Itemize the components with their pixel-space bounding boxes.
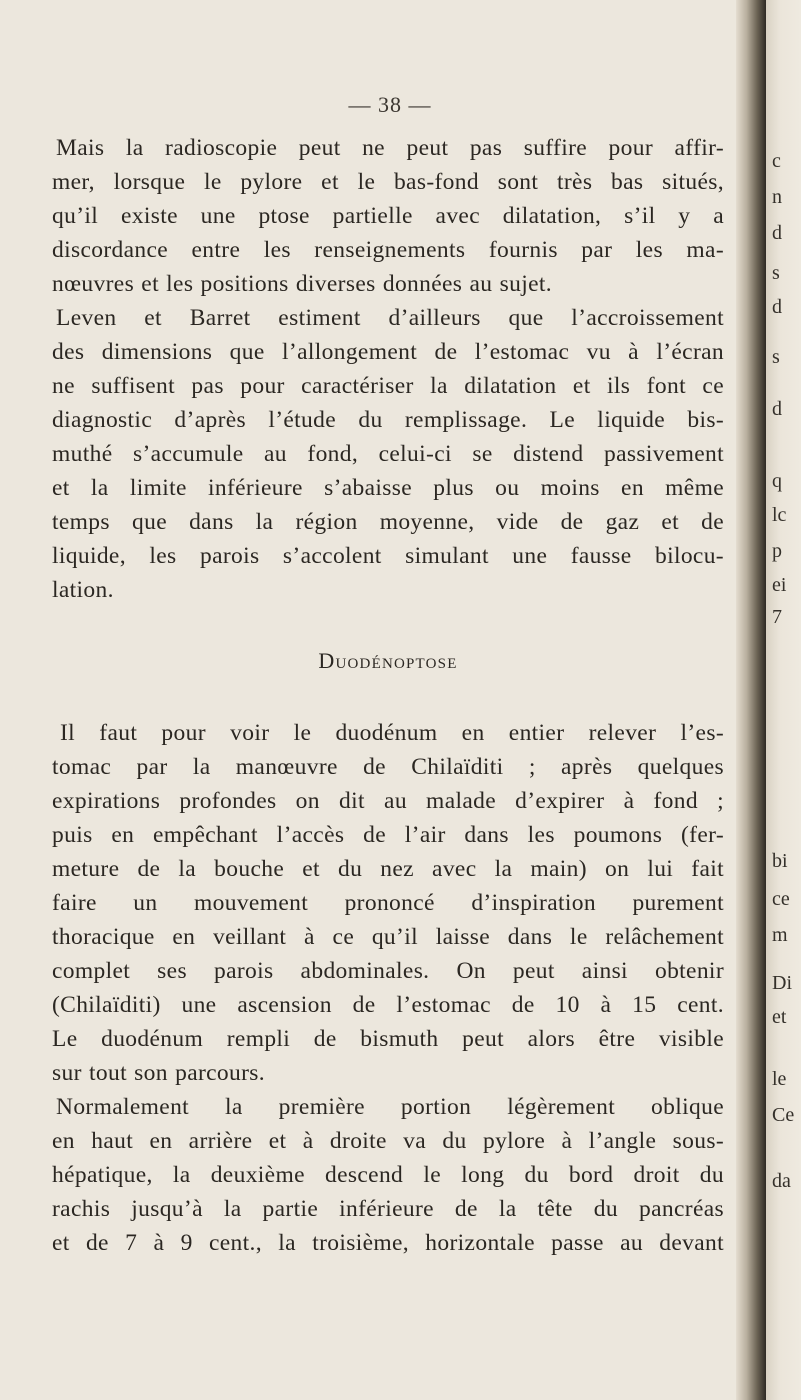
facing-page-fragment: d bbox=[772, 296, 782, 318]
text-line: mer, lorsque le pylore et le bas-fond sont très bas situés, bbox=[52, 169, 724, 195]
text-line: Il faut pour voir le duodénum en entier relever l’es- bbox=[60, 720, 724, 746]
facing-page-fragment: bi bbox=[772, 850, 788, 872]
text-line: des dimensions que l’allongement de l’estomac vu à l’écran bbox=[52, 339, 724, 365]
text-line: faire un mouvement prononcé d’inspiration purement bbox=[52, 890, 724, 916]
facing-page-fragment: Ce bbox=[772, 1104, 795, 1126]
text-line: et la limite inférieure s’abaisse plus ou moins en même bbox=[52, 475, 724, 501]
facing-page-fragment: d bbox=[772, 222, 782, 244]
facing-page-fragment: ei bbox=[772, 574, 787, 596]
page-number: — 38 — bbox=[348, 92, 432, 117]
facing-page-fragment: s bbox=[772, 262, 780, 284]
facing-page-fragment: n bbox=[772, 186, 782, 208]
text-line: temps que dans la région moyenne, vide de gaz et de bbox=[52, 509, 724, 535]
text-line: sur tout son parcours. bbox=[52, 1060, 266, 1086]
facing-page-fragment: d bbox=[772, 398, 782, 420]
text-line: diagnostic d’après l’étude du remplissage. Le liquide bis- bbox=[52, 407, 724, 433]
text-line: muthé s’accumule au fond, celui-ci se distend passivement bbox=[52, 441, 724, 467]
text-line: et de 7 à 9 cent., la troisième, horizontale passe au devant bbox=[52, 1230, 724, 1256]
binding-gutter bbox=[736, 0, 766, 1400]
section-heading: Duodénoptose bbox=[318, 648, 458, 673]
text-line: puis en empêchant l’accès de l’air dans les poumons (fer- bbox=[52, 822, 724, 848]
text-line: expirations profondes on dit au malade d’expirer à fond ; bbox=[52, 788, 724, 814]
facing-page-fragment: da bbox=[772, 1170, 791, 1192]
facing-page-fragment: p bbox=[772, 540, 782, 562]
text-line: Leven et Barret estiment d’ailleurs que l’accroissement bbox=[56, 305, 724, 331]
text-line: thoracique en veillant à ce qu’il laisse dans le relâchement bbox=[52, 924, 724, 950]
facing-page-fragment: q bbox=[772, 470, 782, 492]
text-line: rachis jusqu’à la partie inférieure de la tête du pancréas bbox=[52, 1196, 724, 1222]
text-line: meture de la bouche et du nez avec la main) on lui fait bbox=[52, 856, 724, 882]
text-line: Mais la radioscopie peut ne peut pas suffire pour affir- bbox=[56, 135, 724, 161]
facing-page-fragment: 7 bbox=[772, 606, 782, 628]
text-line: tomac par la manœuvre de Chilaïditi ; après quelques bbox=[52, 754, 724, 780]
facing-page-fragment: c bbox=[772, 150, 781, 172]
facing-page-fragment: m bbox=[772, 924, 788, 946]
text-line: liquide, les parois s’accolent simulant une fausse bilocu- bbox=[52, 543, 724, 569]
text-line: (Chilaïditi) une ascension de l’estomac de 10 à 15 cent. bbox=[52, 992, 724, 1018]
facing-page-fragment: ce bbox=[772, 888, 790, 910]
text-line: en haut en arrière et à droite va du pylore à l’angle sous- bbox=[52, 1128, 724, 1154]
facing-page-fragment: s bbox=[772, 346, 780, 368]
text-line: lation. bbox=[52, 577, 114, 603]
text-line: ne suffisent pas pour caractériser la dilatation et ils font ce bbox=[52, 373, 724, 399]
facing-page-fragment: lc bbox=[772, 504, 787, 526]
facing-page-fragment: et bbox=[772, 1006, 787, 1028]
text-line: Normalement la première portion légèrement oblique bbox=[56, 1094, 724, 1120]
facing-page-edge bbox=[766, 0, 801, 1400]
text-line: Le duodénum rempli de bismuth peut alors être visible bbox=[52, 1026, 724, 1052]
text-line: nœuvres et les positions diverses données au sujet. bbox=[52, 271, 552, 297]
facing-page-fragment: Di bbox=[772, 972, 792, 994]
text-line: complet ses parois abdominales. On peut ainsi obtenir bbox=[52, 958, 724, 984]
text-line: qu’il existe une ptose partielle avec dilatation, s’il y a bbox=[52, 203, 724, 229]
text-line: hépatique, la deuxième descend le long du bord droit du bbox=[52, 1162, 724, 1188]
text-line: discordance entre les renseignements fournis par les ma- bbox=[52, 237, 724, 263]
facing-page-fragment: le bbox=[772, 1068, 787, 1090]
